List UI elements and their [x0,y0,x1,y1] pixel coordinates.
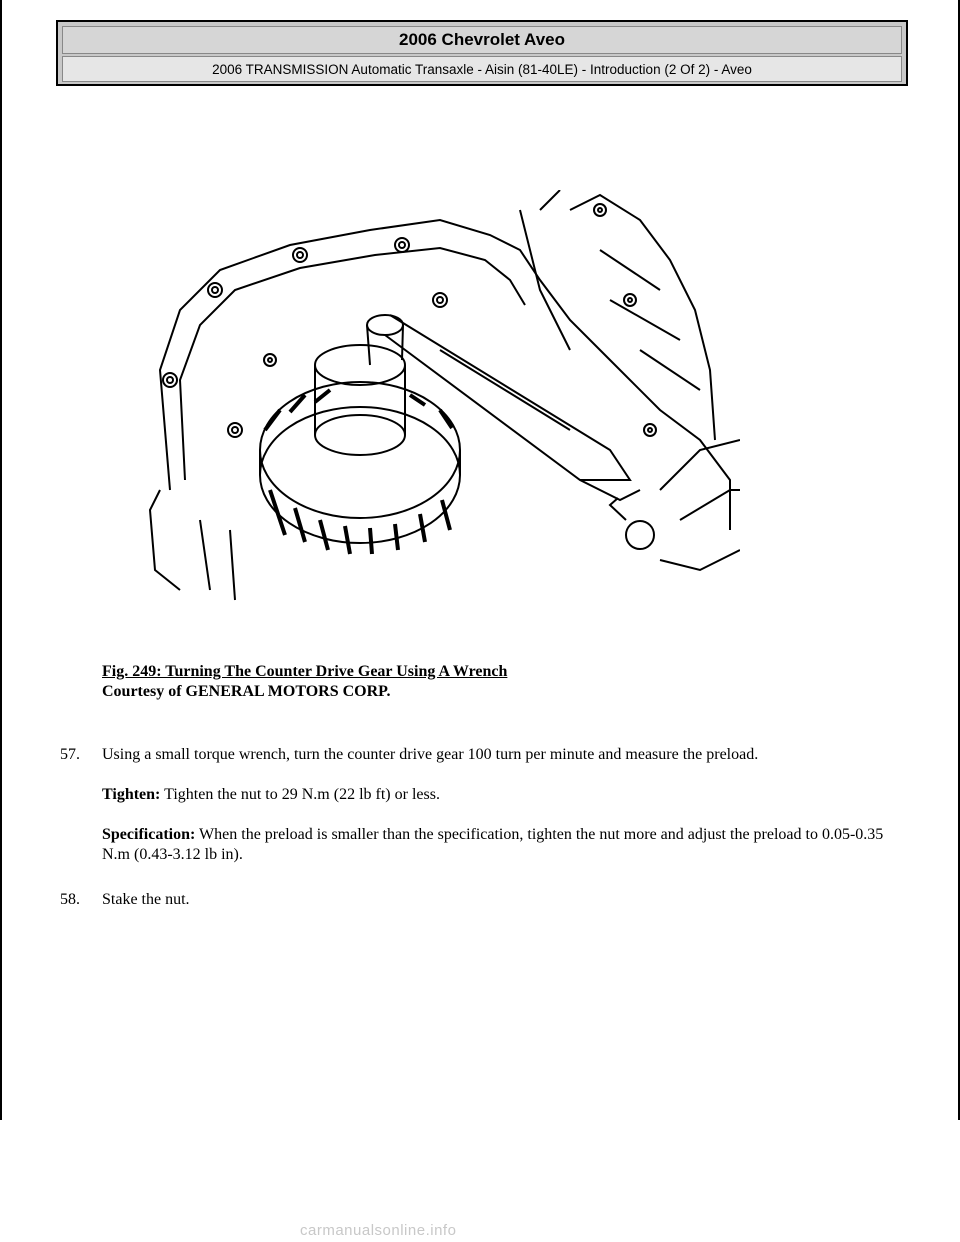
figure-title: Fig. 249: Turning The Counter Drive Gear Using A Wrench [102,663,508,680]
case-lower-left [150,490,235,600]
tighten-label: Tighten: [102,786,161,803]
step-number: 58. [60,891,80,908]
tighten-text: Tighten the nut to 29 N.m (22 lb ft) or less. [164,786,440,803]
specification-label: Specification: [102,826,196,843]
document-header [56,20,908,86]
watermark: carmanualsonline.info [300,1222,457,1239]
document-title: 2006 Chevrolet Aveo [62,26,902,54]
specification-text: When the preload is smaller than the specification, tighten the nut more and adjust the preload to 0.05-0.35 N.m (0.43-3.12 lb in). [102,826,884,863]
case-outline [160,220,730,530]
figure-credit: Courtesy of GENERAL MOTORS CORP. [102,683,391,700]
step-body [102,745,892,885]
case-right-ribs [520,210,700,390]
specification-note [102,825,892,865]
counter-drive-gear-illustration [140,190,740,602]
step-instruction: Stake the nut. [102,891,190,908]
tighten-note [102,785,892,805]
document-subtitle: 2006 TRANSMISSION Automatic Transaxle - Aisin (81-40LE) - Introduction (2 Of 2) - Aveo [62,56,902,82]
step-number: 57. [60,746,80,763]
torque-wrench [385,315,654,549]
figure-caption [102,662,507,702]
bolt-holes [163,204,656,437]
case-inner-outline [180,248,525,480]
hand [660,440,740,570]
counter-drive-gear [260,382,460,554]
step-body [102,890,892,930]
step-instruction: Using a small torque wrench, turn the counter drive gear 100 turn per minute and measure the preload. [102,746,759,763]
